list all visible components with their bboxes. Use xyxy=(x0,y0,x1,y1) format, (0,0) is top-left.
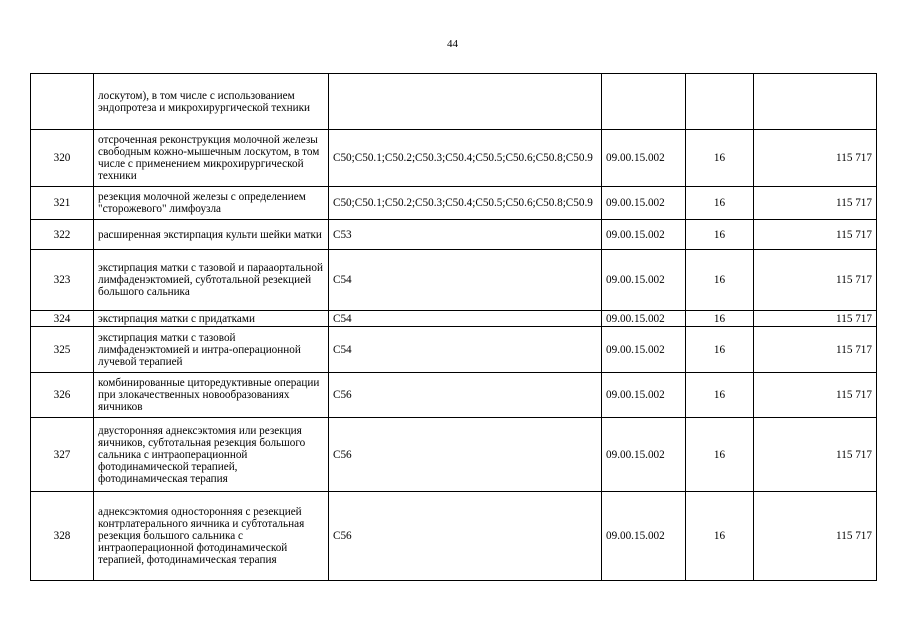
services-table xyxy=(30,73,877,581)
service-name: экстирпация матки с тазовой лимфаденэктомией и интра-операционной лучевой терапией xyxy=(94,327,329,373)
cost-value: 115 717 xyxy=(754,311,877,327)
service-name: экстирпация матки с придатками xyxy=(94,311,329,327)
cost-value: 115 717 xyxy=(754,220,877,250)
row-number: 327 xyxy=(31,418,94,492)
group-number: 16 xyxy=(686,373,754,418)
table-row xyxy=(31,492,877,581)
cost-value: 115 717 xyxy=(754,327,877,373)
group-number: 16 xyxy=(686,220,754,250)
group-number: 16 xyxy=(686,418,754,492)
icd-codes: C54 xyxy=(329,327,602,373)
row-number: 324 xyxy=(31,311,94,327)
table-row xyxy=(31,373,877,418)
group-number: 16 xyxy=(686,327,754,373)
care-type-code: 09.00.15.002 xyxy=(602,220,686,250)
row-number: 323 xyxy=(31,250,94,311)
icd-codes: C50;C50.1;C50.2;C50.3;C50.4;C50.5;C50.6;C50.8;C50.9 xyxy=(329,130,602,187)
service-name: расширенная экстирпация культи шейки матки xyxy=(94,220,329,250)
row-number: 320 xyxy=(31,130,94,187)
icd-codes: C54 xyxy=(329,311,602,327)
icd-codes: C56 xyxy=(329,373,602,418)
group-number: 16 xyxy=(686,492,754,581)
cost-value: 115 717 xyxy=(754,418,877,492)
cost-value: 115 717 xyxy=(754,250,877,311)
icd-codes: C56 xyxy=(329,492,602,581)
row-number xyxy=(31,74,94,130)
care-type-code xyxy=(602,74,686,130)
care-type-code: 09.00.15.002 xyxy=(602,250,686,311)
cost-value: 115 717 xyxy=(754,492,877,581)
care-type-code: 09.00.15.002 xyxy=(602,492,686,581)
service-name: аднексэктомия односторонняя с резекцией контрлатерального яичника и субтотальная резекция большого сальника с интраоперационной фотодинамической терапией, фотодинамическая терапия xyxy=(94,492,329,581)
table-row xyxy=(31,327,877,373)
service-name: лоскутом), в том числе с использованием эндопротеза и микрохирургической техники xyxy=(94,74,329,130)
care-type-code: 09.00.15.002 xyxy=(602,311,686,327)
icd-codes xyxy=(329,74,602,130)
icd-codes: C56 xyxy=(329,418,602,492)
table-row xyxy=(31,130,877,187)
table-row xyxy=(31,187,877,220)
care-type-code: 09.00.15.002 xyxy=(602,373,686,418)
care-type-code: 09.00.15.002 xyxy=(602,130,686,187)
row-number: 322 xyxy=(31,220,94,250)
cost-value: 115 717 xyxy=(754,187,877,220)
table-row xyxy=(31,220,877,250)
cost-value: 115 717 xyxy=(754,373,877,418)
service-name: отсроченная реконструкция молочной железы свободным кожно-мышечным лоскутом, в том числе с применением микрохирургической техники xyxy=(94,130,329,187)
table-row xyxy=(31,74,877,130)
group-number: 16 xyxy=(686,311,754,327)
group-number: 16 xyxy=(686,250,754,311)
table-row xyxy=(31,311,877,327)
group-number: 16 xyxy=(686,130,754,187)
row-number: 328 xyxy=(31,492,94,581)
group-number: 16 xyxy=(686,187,754,220)
row-number: 321 xyxy=(31,187,94,220)
care-type-code: 09.00.15.002 xyxy=(602,418,686,492)
page-number: 44 xyxy=(447,38,458,50)
icd-codes: C53 xyxy=(329,220,602,250)
service-name: двусторонняя аднексэктомия или резекция яичников, субтотальная резекция большого сальника с интраоперационной фотодинамической терапией, фотодинамическая терапия xyxy=(94,418,329,492)
cost-value xyxy=(754,74,877,130)
care-type-code: 09.00.15.002 xyxy=(602,327,686,373)
service-name: резекция молочной железы с определением "сторожевого" лимфоузла xyxy=(94,187,329,220)
group-number xyxy=(686,74,754,130)
icd-codes: C54 xyxy=(329,250,602,311)
icd-codes: C50;C50.1;C50.2;C50.3;C50.4;C50.5;C50.6;C50.8;C50.9 xyxy=(329,187,602,220)
service-name: комбинированные циторедуктивные операции при злокачественных новообразованиях яичников xyxy=(94,373,329,418)
row-number: 326 xyxy=(31,373,94,418)
table-row xyxy=(31,418,877,492)
row-number: 325 xyxy=(31,327,94,373)
care-type-code: 09.00.15.002 xyxy=(602,187,686,220)
cost-value: 115 717 xyxy=(754,130,877,187)
service-name: экстирпация матки с тазовой и парааортальной лимфаденэктомией, субтотальной резекцией большого сальника xyxy=(94,250,329,311)
table-row xyxy=(31,250,877,311)
